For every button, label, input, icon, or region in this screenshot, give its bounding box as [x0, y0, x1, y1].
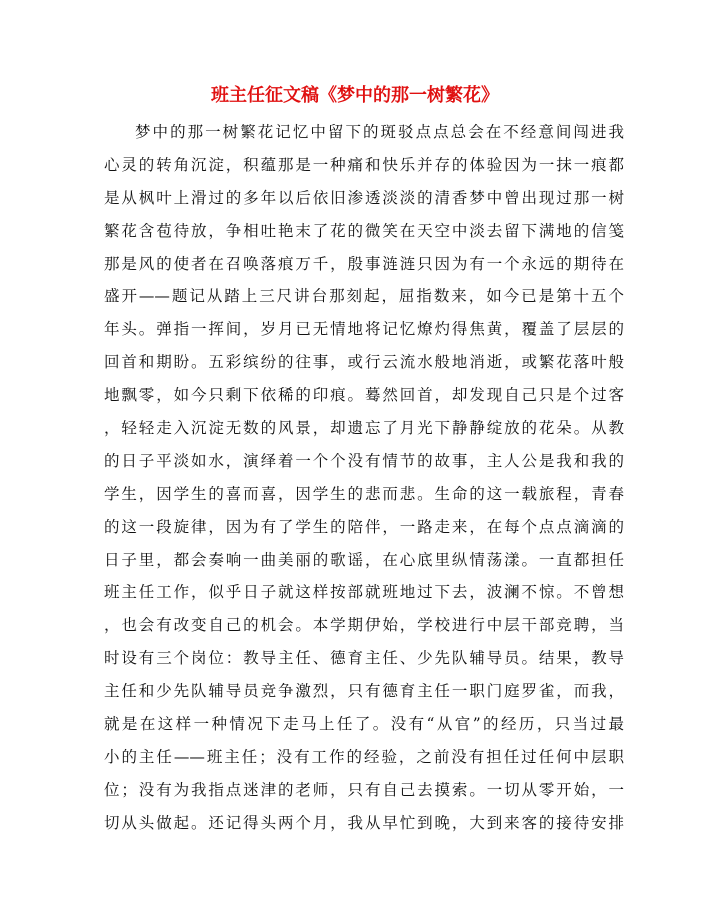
body-line-6: 盛开——题记从踏上三尺讲台那刻起，屈指数来，如今已是第十五个	[104, 287, 624, 306]
body-line-4: 繁花含苞待放，争相吐艳末了花的微笑在天空中淡去留下满地的信笺	[104, 221, 624, 240]
body-line-2: 心灵的转角沉淀，积蕴那是一种痛和快乐并存的体验因为一抹一痕都	[104, 155, 624, 174]
body-line-17: 时设有三个岗位：教导主任、德育主任、少先队辅导员。结果，教导	[104, 649, 624, 668]
body-line-12: 学生，因学生的喜而喜，因学生的悲而悲。生命的这一载旅程，青春	[104, 484, 624, 503]
body-line-13: 的这一段旋律，因为有了学生的陪伴，一路走来，在每个点点滴滴的	[104, 517, 624, 536]
document-title: 班主任征文稿《梦中的那一树繁花》	[211, 85, 499, 106]
body-line-21: 位；没有为我指点迷津的老师，只有自己去摸索。一切从零开始，一	[104, 780, 624, 799]
body-line-19: 就是在这样一种情况下走马上任了。没有“从官”的经历，只当过最	[104, 715, 624, 734]
body-line-14: 日子里，都会奏响一曲美丽的歌谣，在心底里纵情荡漾。一直都担任	[104, 550, 624, 569]
body-line-18: 主任和少先队辅导员竞争激烈，只有德育主任一职门庭罗雀，而我，	[104, 682, 624, 701]
body-line-20: 小的主任——班主任；没有工作的经验，之前没有担任过任何中层职	[104, 747, 624, 766]
body-line-5: 那是风的使者在召唤落痕万千，殷事涟涟只因为有一个永远的期待在	[104, 254, 624, 273]
body-line-9: 地飘零，如今只剩下依稀的印痕。蓦然回首，却发现自己只是个过客	[104, 386, 624, 405]
body-line-22: 切从头做起。还记得头两个月，我从早忙到晚，大到来客的接待安排	[104, 813, 624, 832]
body-line-7: 年头。弹指一挥间，岁月已无情地将记忆燎灼得焦黄，覆盖了层层的	[104, 320, 624, 339]
body-line-10: ，轻轻走入沉淀无数的风景，却遗忘了月光下静静绽放的花朵。从教	[104, 419, 624, 438]
body-line-16: ，也会有改变自己的机会。本学期伊始，学校进行中层干部竞聘，当	[104, 616, 624, 635]
body-line-15: 班主任工作，似乎日子就这样按部就班地过下去，波澜不惊。不曾想	[104, 583, 624, 602]
body-line-11: 的日子平淡如水，演绎着一个个没有情节的故事，主人公是我和我的	[104, 451, 624, 470]
document-body	[104, 116, 624, 840]
body-line-1: 梦中的那一树繁花记忆中留下的斑驳点点总会在不经意间闯进我	[135, 123, 624, 141]
body-line-3: 是从枫叶上滑过的多年以后依旧渗透淡淡的清香梦中曾出现过那一树	[104, 188, 624, 207]
body-line-8: 回首和期盼。五彩缤纷的往事，或行云流水般地消逝，或繁花落叶般	[104, 353, 624, 372]
